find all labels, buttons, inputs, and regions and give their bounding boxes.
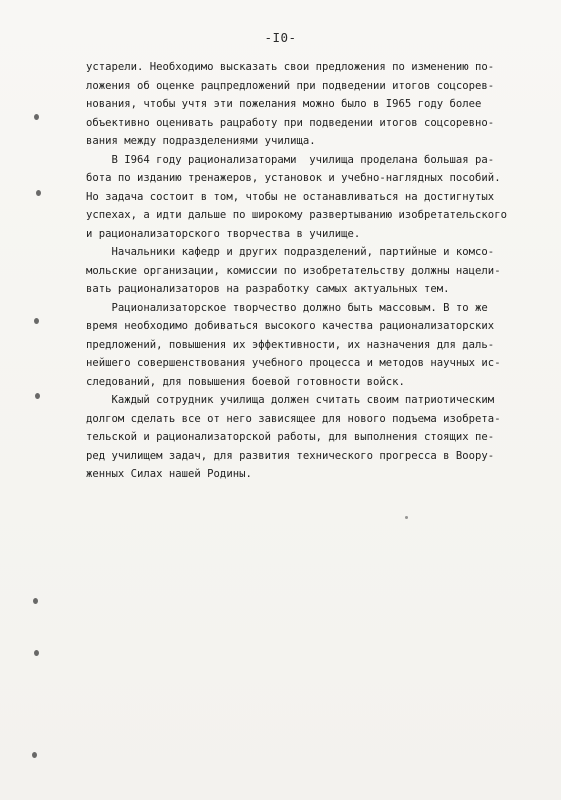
binding-hole-mark [35,393,40,399]
paragraph-4 [86,299,548,392]
binding-hole-mark [34,318,39,324]
text-line: мольские организации, комиссии по изобретательству должны нацели- [86,264,501,277]
text-line: вать рационализаторов на разработку самых актуальных тем. [86,283,450,295]
document-body [86,58,548,484]
binding-hole-mark [34,114,39,120]
text-line: объективно оценивать рацработу при подведении итогов соцсоревно- [86,116,495,129]
text-line: успехах, а идти дальше по широкому развертыванию изобретательского [86,209,507,221]
paragraph-3 [86,243,548,299]
text-line: нования, чтобы учтя эти пожелания можно было в I965 году более [86,98,482,110]
text-line: бота по изданию тренажеров, установок и учебно-наглядных пособий. [86,172,501,184]
page-number: -I0- [264,30,297,45]
text-line: тельской и рационализаторской работы, для выполнения стоящих пе- [86,431,495,443]
binding-hole-mark [33,598,38,604]
text-line: вания между подразделениями училища. [86,135,316,147]
text-line: ложения об оценке рацпредложений при подведении итогов соцсорев- [86,79,495,92]
text-line: устарели. Необходимо высказать свои предложения по изменению по- [86,61,495,73]
text-line: Рационализаторское творчество должно быть массовым. В то же [86,301,488,314]
text-line: следований, для повышения боевой готовности войск. [86,375,405,388]
binding-hole-mark [36,190,41,196]
text-line: нейшего совершенствования учебного процесса и методов научных ис- [86,357,501,369]
scan-speck [405,516,408,519]
text-line: долгом сделать все от него зависящее для нового подъема изобрета- [86,412,501,425]
paragraph-2 [86,151,548,244]
text-line: женных Силах нашей Родины. [86,468,252,480]
text-line: Но задача состоит в том, чтобы не останавливаться на достигнутых [86,190,495,203]
text-line: ред училищем задач, для развития технического прогресса в Воору- [86,449,495,462]
binding-hole-mark [32,752,37,758]
text-line: время необходимо добиваться высокого качества рационализаторских [86,320,495,332]
text-line: В I964 году рационализаторами училища проделана большая ра- [86,153,495,166]
binding-hole-mark [34,650,39,656]
text-line: и рационализаторского творчества в училище. [86,227,361,240]
paragraph-5 [86,391,548,484]
text-line: предложений, повышения их эффективности, их назначения для даль- [86,338,495,351]
paragraph-1 [86,58,548,151]
text-line: Начальники кафедр и других подразделений, партийные и комсо- [86,246,495,258]
text-line: Каждый сотрудник училища должен считать своим патриотическим [86,394,495,406]
